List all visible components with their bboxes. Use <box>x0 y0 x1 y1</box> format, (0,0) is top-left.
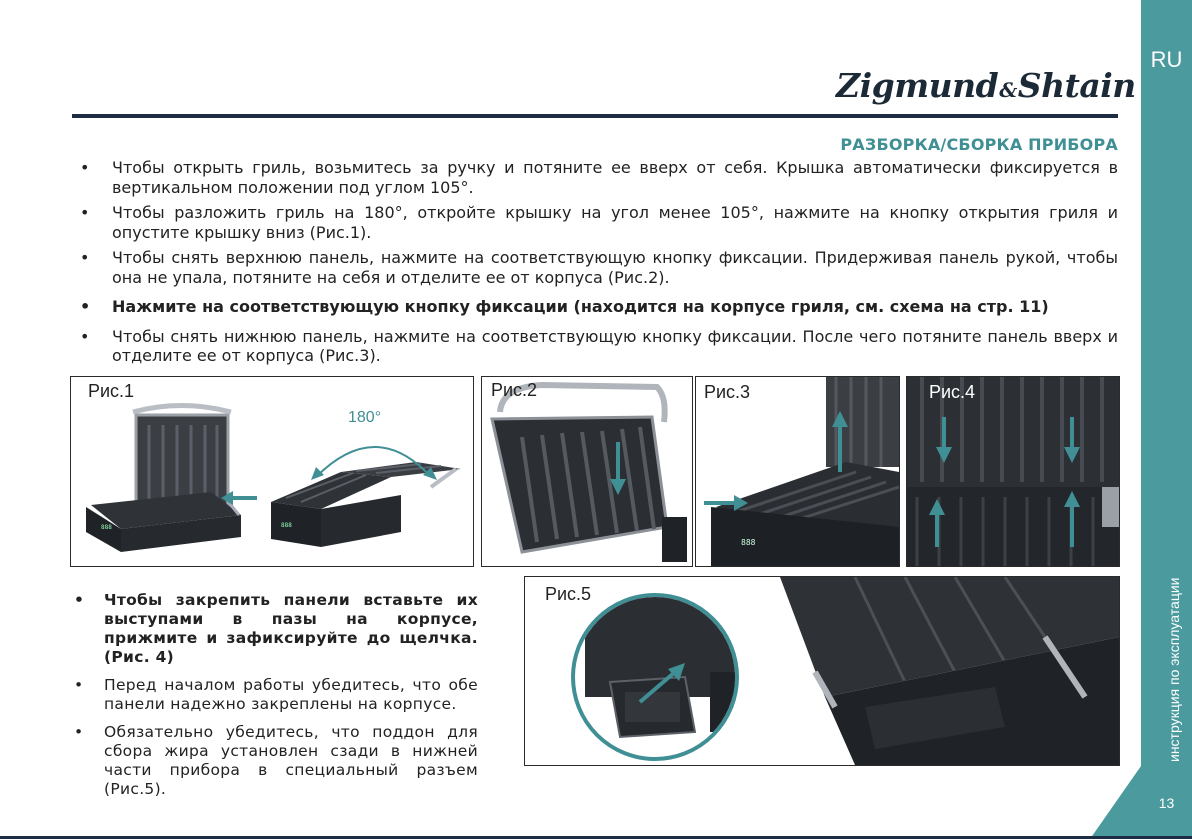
svg-text:888: 888 <box>741 538 756 547</box>
figure-5 <box>524 576 1120 766</box>
list-item: • Чтобы снять верхнюю панель, нажмите на соответствующую кнопку фиксации. Придерживая панель рукой, чтобы она не упала, потяните на себя и отделите ее от корпуса (Рис.2). <box>72 248 1118 287</box>
page-corner <box>1090 766 1141 839</box>
figure-1 <box>70 376 474 567</box>
figure-4-label: Рис.4 <box>929 382 976 402</box>
figure-1-label: Рис.1 <box>88 381 135 401</box>
figure-5-illustration <box>525 577 1119 765</box>
svg-text:888: 888 <box>281 522 292 529</box>
figure-2-label: Рис.2 <box>491 380 538 400</box>
figure-3 <box>695 376 900 567</box>
header-rule <box>72 114 1118 118</box>
language-label: RU <box>1150 47 1183 72</box>
section-title: РАЗБОРКА/СБОРКА ПРИБОРА <box>840 135 1118 154</box>
list-item: • Чтобы разложить гриль на 180°, откройте крышку на угол менее 105°, нажмите на кнопку открытия гриля и опустите крышку вниз (Рис.1). <box>72 203 1118 242</box>
figure-4 <box>906 376 1120 567</box>
figure-1-illustration <box>71 377 473 566</box>
figure-2 <box>481 376 693 567</box>
list-item: • Чтобы закрепить панели вставьте их выступами в пазы на корпусе, прижмите и зафиксируйте до щелчка. (Рис. 4) <box>72 591 478 667</box>
assembly-list <box>72 591 478 808</box>
instruction-list <box>72 158 1118 372</box>
svg-text:888: 888 <box>101 524 112 531</box>
angle-label: 180° <box>348 409 382 426</box>
manual-vertical-caption: инструкция по эксплуатации <box>1166 577 1182 762</box>
figure-2-illustration <box>482 377 692 566</box>
figure-5-label: Рис.5 <box>545 584 592 604</box>
list-item: • Обязательно убедитесь, что поддон для сбора жира установлен сзади в нижней части прибора в специальный разъем (Рис.5). <box>72 723 478 799</box>
brand-logo-left: Zigmund <box>836 66 999 105</box>
list-item: • Перед началом работы убедитесь, что обе панели надежно закреплены на корпусе. <box>72 676 478 714</box>
figure-4-illustration <box>907 377 1119 566</box>
list-item: • Чтобы снять нижнюю панель, нажмите на соответствующую кнопку фиксации. После чего потяните панель вверх и отделите ее от корпуса (Рис.3). <box>72 327 1118 366</box>
page-number: 13 <box>1158 795 1175 811</box>
list-item: • Нажмите на соответствующую кнопку фиксации (находится на корпусе гриля, см. схема на стр. 11) <box>72 297 1118 317</box>
figure-3-label: Рис.3 <box>704 382 751 402</box>
figure-3-illustration <box>696 377 899 566</box>
brand-logo-right: Shtain <box>1017 66 1136 105</box>
brand-logo-amp: & <box>999 78 1017 102</box>
brand-logo <box>836 66 1136 105</box>
list-item: • Чтобы открыть гриль, возьмитесь за ручку и потяните ее вверх от себя. Крышка автоматически фиксируется в вертикальном положении под углом 105°. <box>72 158 1118 197</box>
